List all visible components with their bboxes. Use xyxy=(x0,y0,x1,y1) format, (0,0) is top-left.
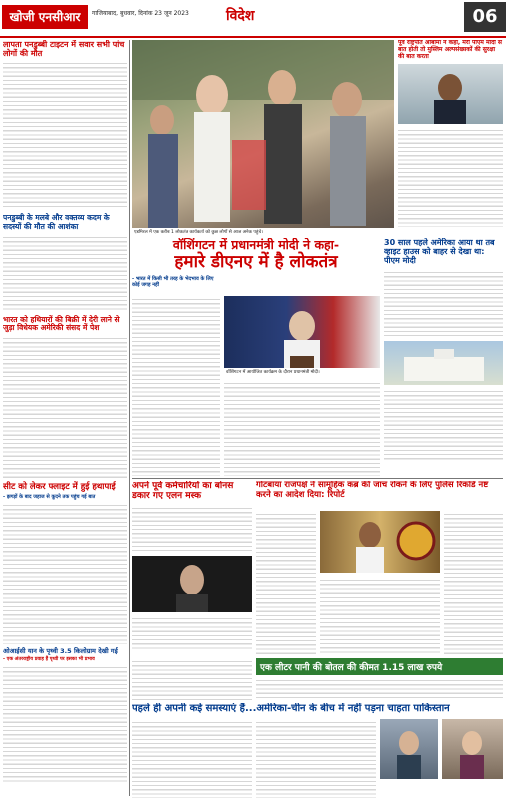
left-column xyxy=(3,40,127,796)
story4-body xyxy=(3,502,127,644)
main-headline-line2: हमारे डीएनए में है लोकतंत्र xyxy=(174,252,338,273)
main-body-right xyxy=(224,380,380,476)
main-body-left xyxy=(132,296,220,476)
gotabaya-headline: गोटबाया राजपक्षे ने सामूहिक कब्र की जांच रोकने के लिए पुलिस रिकॉर्ड नष्ट करने का आदेश दिया: रिपोर्ट xyxy=(256,481,489,500)
pakistan-headline: पहले ही अपनी कई समस्याएं हैं...अमेरिका-चीन के बीच में नहीं पड़ना चाहता पाकिस्तान xyxy=(132,703,450,714)
right-top-headline: पूर्व राष्ट्रपति ओबामा ने कहा, मेरी पीएम मोदी से बात होती तो मुस्लिम अल्पसंख्यकों की सुरक्षा की बात करता xyxy=(398,40,502,60)
right-top-body xyxy=(398,127,503,227)
page-header xyxy=(0,0,506,38)
story5-subhead: - एक अंतरराष्ट्रीय प्रवाह हैं पृथ्वी पर इसका भी प्रभाव xyxy=(3,657,95,663)
pakistan-photo-2 xyxy=(442,719,503,779)
modi-photo xyxy=(224,296,380,376)
pakistan-story xyxy=(132,703,503,798)
pakistan-body-2 xyxy=(256,719,376,798)
brand-logo: खोजी एनसीआर xyxy=(2,5,88,29)
story1-headline: लापता पनडुब्बी टाइटन में सवार सभी पांच लोगों की मौत xyxy=(3,40,125,59)
musk-tail xyxy=(132,658,252,700)
musk-body xyxy=(132,505,252,553)
story2-headline: पनडुब्बी के मलबे और वक्तव्य कदम के सदस्यों की मौत की आशंका xyxy=(3,213,110,231)
story4-subhead: - झगड़ों के बाद जहाज से कूदने तक पहुंच गई बात xyxy=(3,493,96,500)
top-photo-caption: एडमिरल में एक करीब 1 लोकतंत्र कार्यकर्ता को कुछ लोगों से आज अनेक पहुंचे। xyxy=(132,228,394,236)
right-story-headline: 30 साल पहले अमेरिका आया था तब व्हाइट हाउस को बाहर से देखा था: पीएम मोदी xyxy=(384,238,495,266)
gotabaya-body-right xyxy=(444,511,503,655)
gotabaya-body-mid xyxy=(320,577,440,655)
top-photo xyxy=(132,40,394,236)
story5-headline: ओआईसी यान के पृथ्वी 3.5 किलोग्राम देखी गई xyxy=(3,646,118,655)
right-story-body-bottom xyxy=(384,388,503,462)
story3-headline: भारत को हथियारों की बिक्री में देरी लाने से जुड़ा विधेयक अमेरिकी संसद में पेश xyxy=(3,314,120,333)
column-divider xyxy=(129,40,130,796)
crowd-illustration xyxy=(132,40,394,236)
story1-body xyxy=(3,60,127,210)
obama-photo xyxy=(398,64,503,124)
right-story-body-top xyxy=(384,269,503,339)
white-house-photo xyxy=(384,341,503,385)
gotabaya-body-left xyxy=(256,511,316,655)
musk-story xyxy=(132,481,252,655)
gotabaya-photo xyxy=(320,511,440,573)
main-story xyxy=(132,238,380,476)
gotabaya-story xyxy=(256,481,503,655)
main-kicker: - भारत में किसी भी तरह के भेदभाव के लिए कोई जगह नहीं xyxy=(132,275,214,288)
main-headline-line1: वॉशिंगटन में प्रधानमंत्री मोदी ने कहा- xyxy=(172,238,340,252)
story5-body xyxy=(3,664,127,784)
story4-headline: सीट को लेकर फ्लाइट में हुई हथापाई xyxy=(3,481,116,492)
modi-photo-caption: वॉशिंगटन में आयोजित कार्यक्रम के दौरान प्रधानमंत्री मोदी। xyxy=(224,368,380,376)
story3-body xyxy=(3,335,127,479)
right-story xyxy=(384,238,503,476)
section-title: विदेश xyxy=(226,8,255,24)
musk-photo xyxy=(132,556,252,612)
dateline: गाजियाबाद, बुधवार, दिनांक 23 जून 2023 xyxy=(92,10,189,17)
story2-body xyxy=(3,234,127,312)
pakistan-photo-1 xyxy=(380,719,438,779)
right-top-story xyxy=(398,40,503,236)
musk-headline: अपने पूर्व कर्मचारियों का बोनस डकार गए एलन मस्क xyxy=(132,481,234,502)
page-number: 06 xyxy=(464,2,506,32)
musk-body-2 xyxy=(132,615,252,651)
banner-headline: एक लीटर पानी की बोतल की कीमत 1.15 लाख रुपये xyxy=(256,658,503,675)
pakistan-body-1 xyxy=(132,719,252,798)
horizontal-divider xyxy=(132,478,503,479)
banner-body xyxy=(256,677,503,701)
water-bottle-banner xyxy=(256,658,503,700)
